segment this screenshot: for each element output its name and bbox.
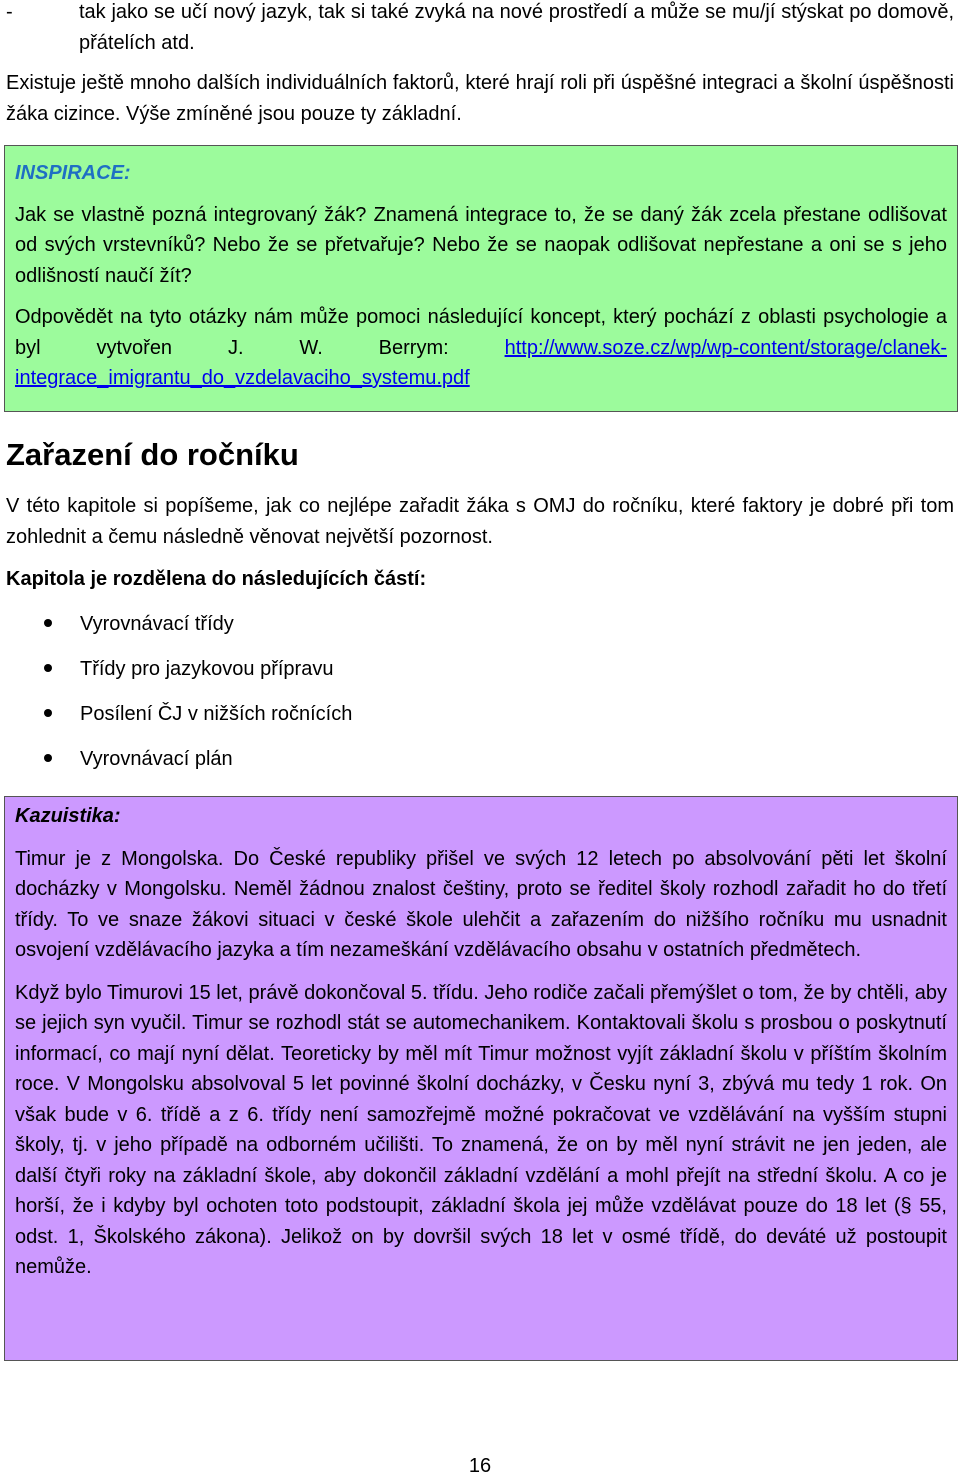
list-item [6,654,906,699]
inspiration-paragraph-1: Jak se vlastně pozná integrovaný žák? Znamená integrace to, že se daný žák zcela přestane odlišovat od svých vrstevníků? Nebo že se přetvařuje? Nebo že se naopak odlišovat nepřestane a oni se s jeho odlišností naučí žít? [15,203,947,287]
bullet-icon [44,754,52,762]
list-item [6,699,906,744]
section-heading: Zařazení do ročníku [6,437,299,472]
inspiration-box [4,145,958,412]
dash-marker: - [6,1,13,23]
intro-paragraph: Existuje ještě mnoho dalších individuálních faktorů, které hrají roli při úspěšné integraci a školní úspěšnosti žáka cizince. Výše zmíněné jsou pouze ty základní. [6,72,954,125]
bullet-icon [44,709,52,717]
parts-list [6,609,906,789]
dash-item-text: tak jako se učí nový jazyk, tak si také zvyká na nové prostředí a může se mu/jí stýskat po domově, přátelích atd. [79,1,954,54]
berry-concept-link[interactable]: http://www.soze.cz/wp/wp-content/storage/clanek-integrace_imigrantu_do_vzdelavaciho_systemu.pdf [15,336,947,389]
inspiration-paragraph-2 [15,302,947,394]
parts-title: Kapitola je rozdělena do následujících částí: [6,568,427,590]
list-item-text: Vyrovnávací třídy [80,613,234,635]
list-item-text: Posílení ČJ v nižších ročnících [80,703,353,725]
section-intro: V této kapitole si popíšeme, jak co nejlépe zařadit žáka s OMJ do ročníku, které faktory je dobré při tom zohlednit a čemu následně věnovat největší pozornost. [6,495,954,548]
dash-list-item [6,0,954,58]
list-item-text: Třídy pro jazykovou přípravu [80,658,334,680]
page-number: 16 [468,1455,492,1477]
case-study-paragraph-1: Timur je z Mongolska. Do České republiky přišel ve svých 12 letech po absolvování pěti let školní docházky v Mongolsku. Neměl žádnou znalost češtiny, proto se ředitel školy rozhodl zařadit ho do třetí třídy. To ve snaze žákovi situaci v české škole ulehčit a zařazením do nižšího ročníku mu usnadnit osvojení vzdělávacího jazyka a tím nezameškání vzdělávacího obsahu v ostatních předmětech. [15,847,947,961]
list-item [6,744,906,789]
list-item [6,609,906,654]
case-study-paragraph-2: Když bylo Timurovi 15 let, právě dokončoval 5. třídu. Jeho rodiče začali přemýšlet o tom, že by chtěli, aby se jejich syn vyučil. Timur se rozhodl stát se automechanikem. Kontaktovali školu s prosbou o poskytnutí informací, co mají nyní dělat. Teoreticky by měl mít Timur možnost vyjít základní školu v příštím školním roce. V Mongolsku absolvoval 5 let povinné školní docházky, v Česku nyní 3, zbývá mu tedy 1 rok. On však bude v 6. třídě a z 6. třídy není samozřejmě možné pokračovat ve vzdělávání na vyšším stupni školy, tj. v jeho případě na odborném učilišti. To znamená, že on by měl nyní strávit ne jen jeden, ale další čtyři roky na základní škole, aby dokončil základní vzdělání a mohl přejít na střední školu. A co je horší, že i kdyby byl ochoten toto podstoupit, základní škola jej může vzdělávat pouze do 18 let (§ 55, odst. 1, Školského zákona). Jelikož on by dovršil svých 18 let v osmé třídě, do deváté už postoupit nemůže. [15,981,947,1278]
inspiration-title: INSPIRACE: [15,162,131,184]
inspiration-paragraph-2-text: Odpovědět na tyto otázky nám může pomoci následující koncept, který pochází z oblasti psychologie a byl vytvořen J. W. Berrym: [15,306,947,359]
bullet-icon [44,619,52,627]
bullet-icon [44,664,52,672]
case-study-box [4,796,958,1361]
list-item-text: Vyrovnávací plán [80,748,233,770]
case-study-title: Kazuistika: [15,805,121,827]
